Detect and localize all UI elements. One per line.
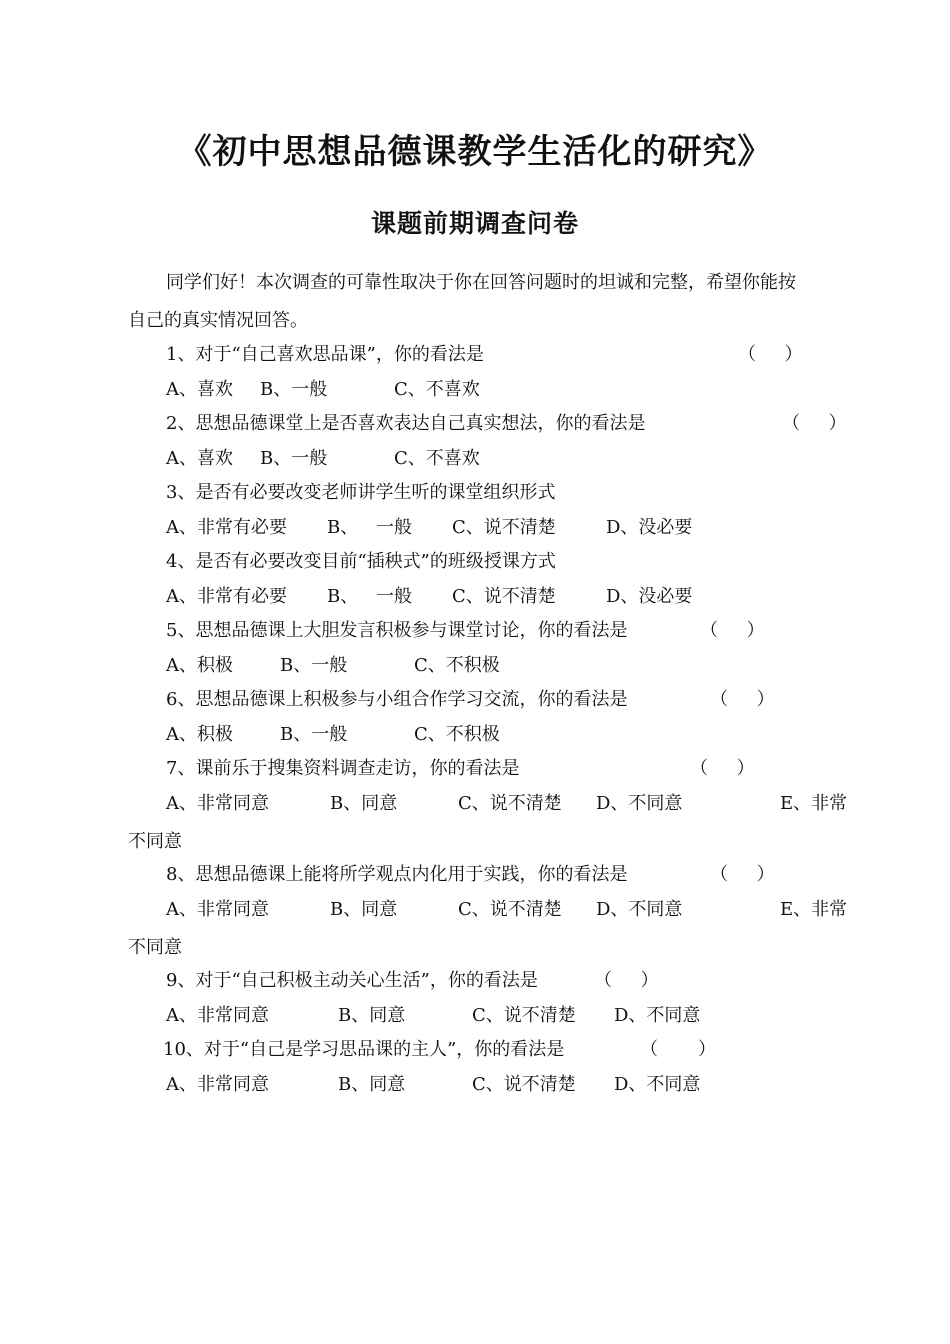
question-3-option-c: C、说不清楚 [452,517,556,538]
question-8-option-c: C、说不清楚 [458,899,562,920]
question-5-option-c: C、不积极 [414,655,500,676]
question-9-option-d: D、不同意 [614,1005,701,1026]
question-5-option-a: A、积极 [166,655,233,676]
question-4-text: 4、是否有必要改变目前“插秧式”的班级授课方式 [166,551,556,572]
question-8-option-a: A、非常同意 [166,899,269,920]
question-3-option-b-text: 一般 [376,517,412,538]
question-6-option-b: B、一般 [280,724,348,745]
question-8-option-b: B、同意 [330,899,398,920]
intro-line-1: 同学们好！本次调查的可靠性取决于你在回答问题时的坦诚和完整，希望你能按 [166,272,796,293]
question-2-text: 2、思想品德课堂上是否喜欢表达自己真实想法，你的看法是 [166,413,646,434]
question-5-option-b: B、一般 [280,655,348,676]
question-7-option-e: E、非常 [780,793,848,814]
question-4-option-c: C、说不清楚 [452,586,556,607]
question-4-option-b: B、 [327,586,359,607]
question-8-text: 8、思想品德课上能将所学观点内化用于实践，你的看法是 [166,864,628,885]
question-6-option-a: A、积极 [166,724,233,745]
question-7-answer-blank: （ ） [690,758,755,779]
question-2-option-a: A、喜欢 [166,448,233,469]
question-10-option-a: A、非常同意 [166,1074,269,1095]
question-9-text: 9、对于“自己积极主动关心生活”，你的看法是 [166,970,538,991]
question-3-option-b: B、 [327,517,359,538]
question-7-text: 7、课前乐于搜集资料调查走访，你的看法是 [166,758,520,779]
question-7-option-a: A、非常同意 [166,793,269,814]
question-3-option-d: D、没必要 [606,517,693,538]
question-6-answer-blank: （ ） [710,689,775,710]
document-title: 《初中思想品德课教学生活化的研究》 [177,132,773,172]
question-10-answer-blank: （ ） [640,1039,717,1060]
question-1-option-a: A、喜欢 [166,379,233,400]
question-10-option-d: D、不同意 [614,1074,701,1095]
question-10-text: 10、对于“自己是学习思品课的主人”，你的看法是 [163,1039,565,1060]
question-9-option-c: C、说不清楚 [472,1005,576,1026]
question-1-option-c: C、不喜欢 [394,379,480,400]
question-7-option-c: C、说不清楚 [458,793,562,814]
question-6-option-c: C、不积极 [414,724,500,745]
question-4-option-b-text: 一般 [376,586,412,607]
question-7-option-d: D、不同意 [596,793,683,814]
question-2-option-c: C、不喜欢 [394,448,480,469]
question-4-option-d: D、没必要 [606,586,693,607]
question-8-answer-blank: （ ） [710,864,775,885]
question-9-option-b: B、同意 [338,1005,406,1026]
question-1-option-b: B、一般 [260,379,328,400]
intro-line-2: 自己的真实情况回答。 [128,310,308,331]
question-7-option-e-wrap: 不同意 [128,831,182,852]
question-10-option-b: B、同意 [338,1074,406,1095]
question-5-text: 5、思想品德课上大胆发言积极参与课堂讨论，你的看法是 [166,620,628,641]
question-8-option-e: E、非常 [780,899,848,920]
document-subtitle: 课题前期调查问卷 [370,209,579,238]
question-8-option-e-wrap: 不同意 [128,937,182,958]
question-8-option-d: D、不同意 [596,899,683,920]
question-2-answer-blank: （ ） [782,413,847,434]
question-9-option-a: A、非常同意 [166,1005,269,1026]
question-3-option-a: A、非常有必要 [166,517,287,538]
question-3-text: 3、是否有必要改变老师讲学生听的课堂组织形式 [166,482,556,503]
question-1-text: 1、对于“自己喜欢思品课”，你的看法是 [166,344,484,365]
question-7-option-b: B、同意 [330,793,398,814]
question-4-option-a: A、非常有必要 [166,586,287,607]
question-10-option-c: C、说不清楚 [472,1074,576,1095]
question-6-text: 6、思想品德课上积极参与小组合作学习交流，你的看法是 [166,689,628,710]
question-1-answer-blank: （ ） [738,344,803,365]
question-5-answer-blank: （ ） [700,620,765,641]
question-9-answer-blank: （ ） [594,970,659,991]
question-2-option-b: B、一般 [260,448,328,469]
